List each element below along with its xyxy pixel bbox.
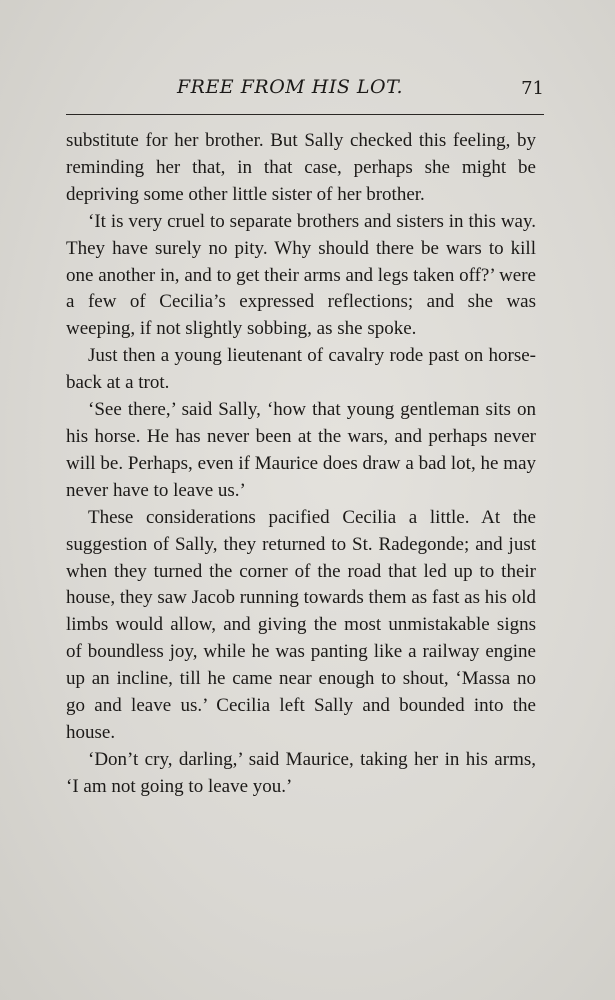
running-title: FREE FROM HIS LOT. xyxy=(176,76,404,98)
running-head xyxy=(66,74,544,110)
paragraph: ‘It is very cruel to separate brothers and sisters in this way. They have surely no pity. Why should there be wars to kill one another in, and to get their arms and legs taken off?’ were a few of Cecilia’s expressed reflections; and she was weeping, if not slightly sobbing, as she spoke. xyxy=(66,210,536,340)
page-number: 71 xyxy=(521,78,544,99)
paragraph: ‘Don’t cry, darling,’ said Maurice, taking her in his arms, ‘I am not going to leave you.’ xyxy=(66,748,536,797)
paragraph: substitute for her brother. But Sally checked this feeling, by reminding her that, in that case, perhaps she might be depriving some other little sister of her brother. xyxy=(66,130,536,205)
header-rule xyxy=(66,114,544,115)
paragraph: ‘See there,’ said Sally, ‘how that young gentleman sits on his horse. He has never been at the wars, and perhaps never will be. Perhaps, even if Maurice does draw a bad lot, he may never have to leave us.’ xyxy=(66,399,536,501)
body-text xyxy=(66,128,536,801)
paragraph: These considerations pacified Cecilia a little. At the suggestion of Sally, they returned to St. Radegonde; and just when they turned the corner of the road that led up to their house, they saw Jacob running towards them as fast as his old limbs would allow, and giving the most unmistakable signs of boundless joy, while he was panting like a railway engine up an incline, till he came near enough to shout, ‘Massa no go and leave us.’ Cecilia left Sally and bounded into the house. xyxy=(66,506,536,743)
paragraph: Just then a young lieutenant of cavalry rode past on horse-back at a trot. xyxy=(66,345,536,394)
